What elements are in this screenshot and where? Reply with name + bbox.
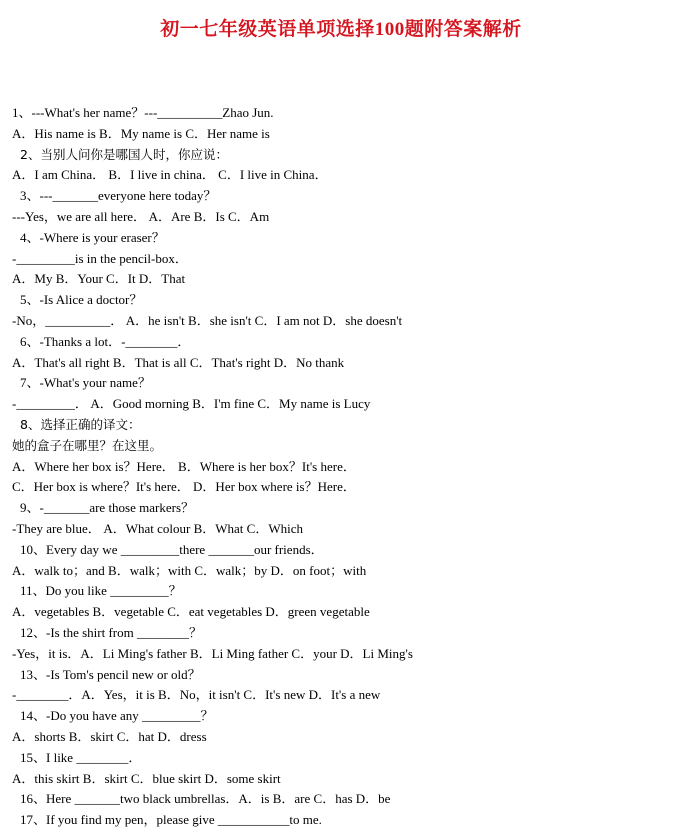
answer-options-line: A．walk to；and B．walk；with C．walk；by D．on foot；with: [12, 562, 367, 578]
answer-options-line: C．Her box is where？It's here． D．Her box where is？Here．: [12, 479, 356, 495]
question-line: 13、-Is Tom's pencil new or old？: [20, 666, 201, 682]
question-list: [12, 103, 677, 831]
answer-options-line: -_________． A．Good morning B．I'm fine C．My name is Lucy: [12, 396, 371, 412]
question-line: 12、-Is the shirt from ________？: [20, 624, 202, 640]
answer-options-line: -Yes，it is．A．Li Ming's father B．Li Ming father C．your D．Li Ming's: [12, 645, 413, 661]
answer-options-line: -They are blue． A．What colour B．What C．Which: [12, 520, 303, 536]
question-line: 5、-Is Alice a doctor？: [20, 292, 143, 308]
answer-options-line: -________．A．Yes，it is B．No，it isn't C．It's new D．It's a new: [12, 687, 381, 703]
answer-options-line: A．I am China． B．I live in china． C．I live in China．: [12, 167, 328, 183]
question-line: 11、Do you like _________？: [20, 583, 182, 599]
question-line: 16、Here _______two black umbrellas．A．is B．are C．has D．be: [20, 791, 391, 807]
answer-options-line: ---Yes，we are all here． A．Are B．Is C．Am: [12, 208, 270, 224]
question-line: -_________is in the pencil-box．: [12, 250, 188, 266]
answer-options-line: -No，__________． A．he isn't B．she isn't C．I am not D．she doesn't: [12, 312, 403, 328]
answer-options-line: A．Where her box is？Here． B．Where is her box？It's here．: [12, 458, 356, 474]
answer-options-line: A．My B．Your C．It D．That: [12, 271, 186, 287]
question-line: 2、当别人问你是哪国人时，你应说：: [20, 146, 228, 162]
question-line: 14、-Do you have any _________？: [20, 708, 214, 724]
question-line: 15、I like ________．: [20, 749, 142, 765]
answer-options-line: A．His name is B．My name is C．Her name is: [12, 125, 270, 141]
question-line: 10、Every day we _________there _______our friends．: [20, 541, 324, 557]
question-line: 8、选择正确的译文：: [20, 416, 141, 432]
question-line: 17、If you find my pen，please give ___________to me.: [20, 812, 322, 828]
question-line: 3、---_______everyone here today？: [20, 188, 217, 204]
question-line: 6、-Thanks a lot．-________．: [20, 333, 191, 349]
document-title: 初一七年级英语单项选择100题附答案解析: [160, 19, 522, 40]
answer-options-line: A．vegetables B．vegetable C．eat vegetables D．green vegetable: [12, 604, 370, 620]
question-line: 1、---What's her name？---__________Zhao Jun.: [12, 105, 274, 120]
answer-options-line: A．this skirt B．skirt C．blue skirt D．some skirt: [12, 770, 281, 786]
question-line: 7、-What's your name？: [20, 375, 151, 391]
question-line: 9、-_______are those markers？: [20, 500, 195, 516]
answer-options-line: A．That's all right B．That is all C．That's right D．No thank: [12, 354, 345, 370]
answer-options-line: A．shorts B．skirt C．hat D．dress: [12, 728, 207, 744]
question-line: 她的盒子在哪里？在这里。: [12, 437, 163, 453]
question-line: 4、-Where is your eraser？: [20, 229, 165, 245]
